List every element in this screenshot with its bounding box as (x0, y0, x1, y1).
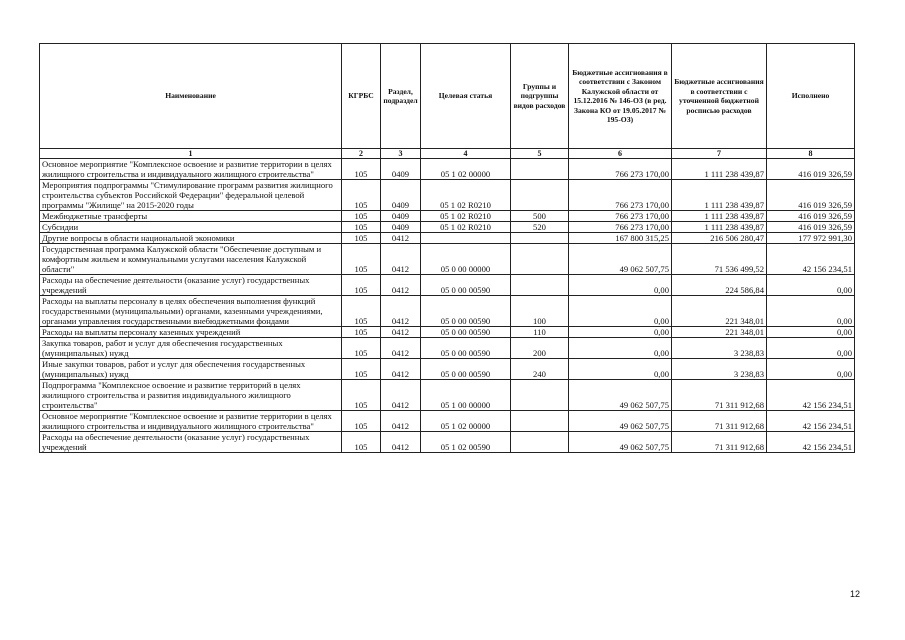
column-number: 8 (767, 149, 855, 159)
header-group: Группы и подгруппы видов расходов (511, 44, 569, 149)
row-refined-allocation: 1 111 238 439,87 (672, 211, 767, 222)
row-law-allocation: 766 273 170,00 (569, 222, 672, 233)
row-executed: 416 019 326,59 (767, 222, 855, 233)
budget-table (39, 43, 855, 453)
row-refined-allocation: 1 111 238 439,87 (672, 222, 767, 233)
header-kgrbs: КГРБС (342, 44, 381, 149)
row-kgrbs: 105 (342, 211, 381, 222)
row-law-allocation: 49 062 507,75 (569, 432, 672, 453)
header-executed: Исполнено (767, 44, 855, 149)
header-section: Раздел, подраздел (381, 44, 421, 149)
table-row (40, 380, 855, 411)
row-kgrbs: 105 (342, 222, 381, 233)
row-law-allocation: 0,00 (569, 275, 672, 296)
row-executed: 416 019 326,59 (767, 211, 855, 222)
table-row (40, 233, 855, 244)
row-group (511, 180, 569, 211)
row-section: 0412 (381, 233, 421, 244)
row-law-allocation: 167 800 315,25 (569, 233, 672, 244)
row-refined-allocation: 1 111 238 439,87 (672, 180, 767, 211)
row-executed: 0,00 (767, 327, 855, 338)
row-law-allocation: 0,00 (569, 338, 672, 359)
row-refined-allocation: 71 311 912,68 (672, 432, 767, 453)
row-name: Субсидии (40, 222, 342, 233)
row-refined-allocation: 221 348,01 (672, 296, 767, 327)
table-row (40, 296, 855, 327)
row-law-allocation: 49 062 507,75 (569, 411, 672, 432)
row-section: 0409 (381, 180, 421, 211)
row-group (511, 275, 569, 296)
row-name: Подпрограмма "Комплексное освоение и развитие территорий в целях жилищного строительства и развития индивидуального жилищного строительства" (40, 380, 342, 411)
table-row (40, 159, 855, 180)
row-refined-allocation: 221 348,01 (672, 327, 767, 338)
row-group: 240 (511, 359, 569, 380)
row-section: 0412 (381, 338, 421, 359)
row-article: 05 1 00 00000 (421, 380, 511, 411)
row-section: 0412 (381, 380, 421, 411)
row-kgrbs: 105 (342, 432, 381, 453)
row-group (511, 411, 569, 432)
row-article: 05 1 02 00000 (421, 411, 511, 432)
column-number: 7 (672, 149, 767, 159)
row-name: Межбюджетные трансферты (40, 211, 342, 222)
row-name: Расходы на обеспечение деятельности (оказание услуг) государственных учреждений (40, 432, 342, 453)
row-kgrbs: 105 (342, 338, 381, 359)
row-executed: 177 972 991,30 (767, 233, 855, 244)
column-number: 6 (569, 149, 672, 159)
column-number: 4 (421, 149, 511, 159)
row-article: 05 0 00 00590 (421, 338, 511, 359)
table-row (40, 359, 855, 380)
row-section: 0409 (381, 222, 421, 233)
header-refined-allocations: Бюджетные ассигнования в соответствии с уточненной бюджетной росписью расходов (672, 44, 767, 149)
column-number-row (40, 149, 855, 159)
row-refined-allocation: 224 586,84 (672, 275, 767, 296)
table-row (40, 211, 855, 222)
row-refined-allocation: 71 536 499,52 (672, 244, 767, 275)
row-group: 100 (511, 296, 569, 327)
row-section: 0412 (381, 327, 421, 338)
row-law-allocation: 0,00 (569, 359, 672, 380)
row-kgrbs: 105 (342, 275, 381, 296)
row-group (511, 244, 569, 275)
row-name: Государственная программа Калужской области "Обеспечение доступным и комфортным жильем и коммунальными услугами населения Калужской области" (40, 244, 342, 275)
row-law-allocation: 766 273 170,00 (569, 180, 672, 211)
row-group: 520 (511, 222, 569, 233)
header-article: Целевая статья (421, 44, 511, 149)
row-executed: 0,00 (767, 359, 855, 380)
row-kgrbs: 105 (342, 380, 381, 411)
row-name: Закупка товаров, работ и услуг для обеспечения государственных (муниципальных) нужд (40, 338, 342, 359)
row-executed: 42 156 234,51 (767, 244, 855, 275)
row-section: 0412 (381, 296, 421, 327)
table-row (40, 244, 855, 275)
row-section: 0412 (381, 275, 421, 296)
row-kgrbs: 105 (342, 244, 381, 275)
row-group: 110 (511, 327, 569, 338)
table-row (40, 432, 855, 453)
row-kgrbs: 105 (342, 180, 381, 211)
table-row (40, 411, 855, 432)
row-refined-allocation: 3 238,83 (672, 338, 767, 359)
row-law-allocation: 49 062 507,75 (569, 244, 672, 275)
row-section: 0412 (381, 359, 421, 380)
header-name: Наименование (40, 44, 342, 149)
row-article: 05 0 00 00590 (421, 359, 511, 380)
row-group: 500 (511, 211, 569, 222)
row-kgrbs: 105 (342, 159, 381, 180)
table-row (40, 338, 855, 359)
row-name: Основное мероприятие "Комплексное освоение и развитие территории в целях жилищного строительства и индивидуального жилищного строительства" (40, 159, 342, 180)
column-number: 5 (511, 149, 569, 159)
row-section: 0412 (381, 432, 421, 453)
row-section: 0409 (381, 159, 421, 180)
row-law-allocation: 766 273 170,00 (569, 211, 672, 222)
row-article: 05 0 00 00590 (421, 296, 511, 327)
row-law-allocation: 766 273 170,00 (569, 159, 672, 180)
header-law-allocations: Бюджетные ассигнования в соответствии с Законом Калужской области от 15.12.2016 № 146-ОЗ (в ред. Закона КО от 19.05.2017 № 195-ОЗ) (569, 44, 672, 149)
row-section: 0409 (381, 211, 421, 222)
row-group (511, 233, 569, 244)
row-executed: 416 019 326,59 (767, 180, 855, 211)
row-section: 0412 (381, 411, 421, 432)
row-executed: 0,00 (767, 275, 855, 296)
row-law-allocation: 0,00 (569, 327, 672, 338)
row-article: 05 0 00 00000 (421, 244, 511, 275)
row-refined-allocation: 3 238,83 (672, 359, 767, 380)
page-number: 12 (850, 589, 861, 599)
row-group (511, 380, 569, 411)
row-article: 05 1 02 R0210 (421, 211, 511, 222)
column-number: 1 (40, 149, 342, 159)
row-name: Расходы на обеспечение деятельности (оказание услуг) государственных учреждений (40, 275, 342, 296)
row-article: 05 1 02 R0210 (421, 180, 511, 211)
row-article (421, 233, 511, 244)
table-row (40, 275, 855, 296)
row-name: Иные закупки товаров, работ и услуг для обеспечения государственных (муниципальных) нужд (40, 359, 342, 380)
row-name: Другие вопросы в области национальной экономики (40, 233, 342, 244)
row-kgrbs: 105 (342, 233, 381, 244)
row-kgrbs: 105 (342, 296, 381, 327)
row-kgrbs: 105 (342, 327, 381, 338)
row-article: 05 1 02 00590 (421, 432, 511, 453)
row-refined-allocation: 71 311 912,68 (672, 411, 767, 432)
row-section: 0412 (381, 244, 421, 275)
row-refined-allocation: 1 111 238 439,87 (672, 159, 767, 180)
row-name: Мероприятия подпрограммы "Стимулирование программ развития жилищного строительства субъектов Российской Федерации" федеральной целевой программы "Жилище" на 2015-2020 годы (40, 180, 342, 211)
table-row (40, 180, 855, 211)
row-executed: 0,00 (767, 296, 855, 327)
table-row (40, 222, 855, 233)
table-row (40, 327, 855, 338)
row-law-allocation: 49 062 507,75 (569, 380, 672, 411)
row-article: 05 0 00 00590 (421, 327, 511, 338)
row-article: 05 1 02 R0210 (421, 222, 511, 233)
row-executed: 42 156 234,51 (767, 411, 855, 432)
row-article: 05 0 00 00590 (421, 275, 511, 296)
row-executed: 416 019 326,59 (767, 159, 855, 180)
header-row (40, 44, 855, 149)
row-article: 05 1 02 00000 (421, 159, 511, 180)
row-name: Расходы на выплаты персоналу казенных учреждений (40, 327, 342, 338)
row-group (511, 159, 569, 180)
row-name: Расходы на выплаты персоналу в целях обеспечения выполнения функций государственными (муниципальными) органами, казенными учреждениями, органами управления государственными внебюджетными фондами (40, 296, 342, 327)
row-executed: 0,00 (767, 338, 855, 359)
row-name: Основное мероприятие "Комплексное освоение и развитие территории в целях жилищного строительства и индивидуального жилищного строительства" (40, 411, 342, 432)
row-kgrbs: 105 (342, 359, 381, 380)
row-refined-allocation: 216 506 280,47 (672, 233, 767, 244)
row-refined-allocation: 71 311 912,68 (672, 380, 767, 411)
column-number: 3 (381, 149, 421, 159)
row-law-allocation: 0,00 (569, 296, 672, 327)
row-executed: 42 156 234,51 (767, 432, 855, 453)
row-kgrbs: 105 (342, 411, 381, 432)
row-executed: 42 156 234,51 (767, 380, 855, 411)
row-group: 200 (511, 338, 569, 359)
column-number: 2 (342, 149, 381, 159)
row-group (511, 432, 569, 453)
